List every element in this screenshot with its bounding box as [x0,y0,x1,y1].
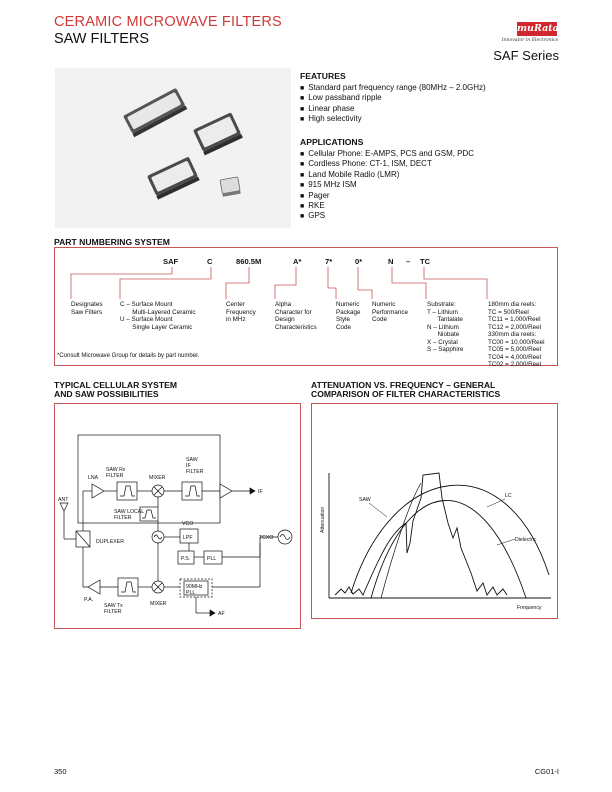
page-title-category: CERAMIC MICROWAVE FILTERS [54,14,282,30]
series-name: SAF Series [493,48,559,63]
legend-saw: SAW [359,497,371,503]
document-code: CG01-I [534,767,559,776]
label-saw-if: SAW IF FILTER [186,457,204,475]
label-pll90: 90MHz PLL [186,584,203,596]
label-mixer-bottom: MIXER [150,601,167,607]
label-pll: PLL [207,556,217,562]
desc-frequency: Center Frequency in MHz [226,301,256,323]
list-item: ■ High selectivity [300,114,560,124]
part-footnote: *Consult Microwave Group for details by part number. [57,353,200,359]
code-package: 7* [325,257,333,266]
attenuation-heading: ATTENUATION VS. FREQUENCY – GENERAL COMPARISON OF FILTER CHARACTERISTICS [311,380,501,399]
list-item: ■ Pager [300,191,560,201]
label-vco: VCO [182,521,194,527]
applications-section [300,137,560,222]
part-connector-lines [54,247,558,307]
label-saw-tx: SAW Tx FILTER [104,603,123,615]
attenuation-chart [311,403,558,619]
code-saf: SAF [163,257,179,266]
label-if: IF [258,489,263,495]
x-axis-label: Frequency [517,605,542,611]
applications-list [300,149,560,222]
label-ps: P.S. [181,556,191,562]
desc-designates: Designates Saw Filters [71,301,103,316]
list-item: ■ Low passband ripple [300,93,560,103]
label-ant: ANT [58,497,69,503]
features-list [300,83,560,125]
desc-mount: C – Surface Mount Multi-Layered Ceramic U – Surface Mount Single Layer Ceramic [120,301,196,331]
list-item: ■ Linear phase [300,104,560,114]
y-axis-label: Attenuation [320,506,326,533]
code-dash: – [406,257,411,266]
desc-substrate: Substrate: T – Lithium Tantalate N – Lithium Niobate X – Crystal S – Sapphire [427,301,464,353]
desc-reels: 180mm dia reels: TC = 500/Reel TC11 = 1,000/Reel TC12 = 2,000/Reel 330mm dia reels: TC00 = 10,000/Reel TC05 = 5,000/Reel TC04 = 4,000/Reel TC02 = 2,000/Reel [488,301,545,368]
desc-alpha: Alpha Character for Design Characteristics [275,301,317,331]
label-mixer-top: MIXER [149,475,166,481]
code-reel: TC [420,257,431,266]
part-numbering-heading: PART NUMBERING SYSTEM [54,237,170,247]
code-frequency: 860.5M [236,257,262,266]
list-item: ■ 915 MHz ISM [300,180,560,190]
legend-dielectric: Dielectric [515,537,537,543]
cellular-heading: TYPICAL CELLULAR SYSTEM AND SAW POSSIBILITIES [54,380,178,399]
features-heading: FEATURES [300,71,346,81]
brand-tagline: Innovator in Electronics [501,38,558,43]
label-lna: LNA [88,475,99,481]
product-photo [55,68,291,228]
desc-package: Numeric Package Style Code [336,301,361,331]
label-saw-rx: SAW Rx FILTER [106,467,126,479]
label-af: AF [218,611,225,617]
label-tcxo: TCXO [259,535,274,541]
label-lpf: LPF [183,535,193,541]
features-section [300,71,560,125]
code-alpha: A* [293,257,302,266]
page-title-product: SAW FILTERS [54,31,150,47]
list-item: ■ Standard part frequency range (80MHz – 2.0GHz) [300,83,560,93]
list-item: ■ Land Mobile Radio (LMR) [300,170,560,180]
list-item: ■ Cellular Phone: E-AMPS, PCS and GSM, PDC [300,149,560,159]
code-c: C [207,257,213,266]
page-number: 350 [54,767,67,776]
code-substrate: N [388,257,394,266]
component-small [220,177,241,197]
applications-heading: APPLICATIONS [300,137,364,147]
code-performance: 0* [355,257,363,266]
desc-performance: Numeric Performance Code [372,301,409,323]
label-pa: P.A. [84,597,94,603]
cellular-block-diagram [54,403,301,629]
list-item: ■ RKE [300,201,560,211]
list-item: ■ Cordless Phone: CT-1, ISM, DECT [300,159,560,169]
legend-lc: LC [505,493,512,499]
curve-saw [335,473,507,595]
label-saw-local: SAW LOCAL FILTER [114,509,145,521]
list-item: ■ GPS [300,211,560,221]
label-duplexer: DUPLEXER [96,539,124,545]
brand-logo: muRata [517,23,559,34]
